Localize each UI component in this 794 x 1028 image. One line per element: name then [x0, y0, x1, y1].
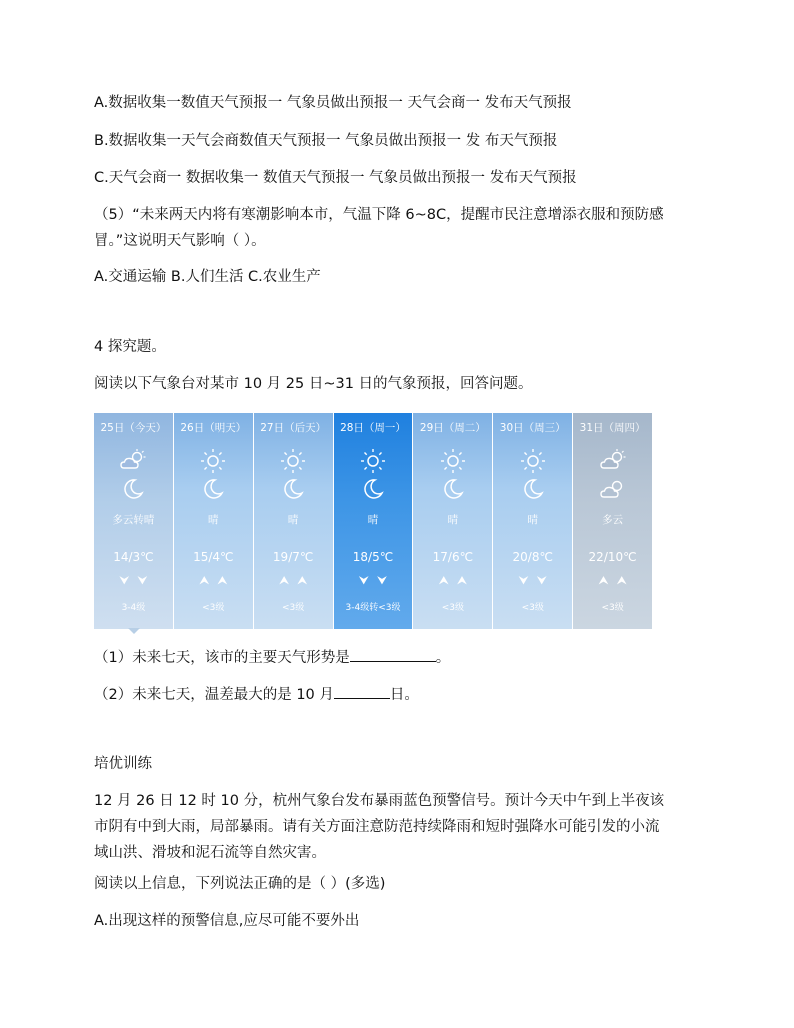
- forecast-condition: 多云转晴: [112, 514, 155, 526]
- training-question: 阅读以上信息，下列说法正确的是（ ）(多选): [94, 876, 386, 892]
- wind-level: <3级: [282, 603, 305, 613]
- question-5-line-2: 冒。”这说明天气影响（ ）。: [94, 233, 266, 249]
- training-paragraph-line-3: 域山洪、滑坡和泥石流等自然灾害。: [94, 845, 326, 861]
- forecast-condition: 晴: [367, 514, 379, 526]
- sun-icon: [174, 448, 253, 474]
- forecast-date: 28日（周一）: [340, 422, 406, 434]
- forecast-condition: 多云: [602, 514, 624, 526]
- forecast-day[interactable]: [573, 413, 652, 629]
- question-4-1: [94, 645, 450, 670]
- question-5-line-1: （5）“未来两天内将有寒潮影响本市，气温下降 6~8C，提醒市民注意增添衣服和预防感: [94, 207, 664, 223]
- forecast-day[interactable]: [94, 413, 174, 629]
- moon-icon: [94, 477, 173, 503]
- forecast-date: 30日（周三）: [499, 422, 566, 434]
- forecast-temp: 18/5℃: [352, 550, 394, 564]
- forecast-condition: 晴: [287, 514, 299, 526]
- section-4-title: 4 探究题。: [94, 339, 166, 355]
- wind-level: 3-4级转<3级: [345, 603, 401, 613]
- forecast-temp: 20/8℃: [512, 550, 553, 564]
- sun-icon: [254, 448, 333, 474]
- training-paragraph-line-1: 12 月 26 日 12 时 10 分，杭州气象台发布暴雨蓝色预警信号。预计今天中午到上半夜该: [94, 793, 665, 809]
- section-4-intro: 阅读以下气象台对某市 10 月 25 日~31 日的气象预报，回答问题。: [94, 376, 533, 392]
- answer-blank[interactable]: [334, 682, 390, 699]
- forecast-temp: 22/10℃: [588, 550, 637, 564]
- wind-level: <3级: [441, 603, 464, 613]
- wind-direction-icon: ⮟⮟: [119, 573, 156, 587]
- forecast-day[interactable]: [254, 413, 334, 629]
- wind-direction-icon: ⮝⮝: [199, 573, 236, 587]
- forecast-day[interactable]: [493, 413, 573, 629]
- forecast-condition: 晴: [447, 514, 459, 526]
- partly-cloudy-icon: [94, 448, 173, 474]
- forecast-date: 29日（周二）: [419, 422, 486, 434]
- question-4-1-end: 。: [435, 650, 451, 666]
- forecast-date: 27日（后天）: [260, 422, 327, 434]
- wind-level: <3级: [521, 603, 544, 613]
- forecast-day-selected[interactable]: [334, 413, 414, 629]
- q5-prev-option-c: C.天气会商一 数据收集一 数值天气预报一 气象员做出预报一 发布天气预报: [94, 170, 577, 186]
- wind-direction-icon: ⮝⮝: [278, 573, 316, 587]
- moon-icon: [334, 477, 413, 503]
- training-paragraph: [94, 788, 704, 866]
- question-4-2-text: （2）未来七天，温差最大的是 10 月: [94, 687, 334, 703]
- question-5: [94, 202, 704, 254]
- wind-level: 3-4级: [121, 603, 146, 613]
- partly-cloudy-icon: [573, 448, 652, 474]
- forecast-date: 25日（今天）: [100, 422, 167, 434]
- training-paragraph-line-2: 市阴有中到大雨，局部暴雨。请有关方面注意防范持续降雨和短时强降水可能引发的小流: [94, 819, 660, 835]
- answer-blank[interactable]: [350, 645, 436, 662]
- wind-direction-icon: ⮝⮝: [438, 573, 476, 587]
- moon-icon: [174, 477, 253, 503]
- forecast-condition: 晴: [208, 514, 219, 526]
- wind-direction-icon: ⮝⮝: [598, 573, 635, 587]
- moon-icon: [413, 477, 492, 503]
- wind-direction-icon: ⮟⮟: [358, 573, 396, 587]
- forecast-temp: 15/4℃: [193, 550, 234, 564]
- forecast-widget: [94, 413, 652, 629]
- forecast-date: 31日（周四）: [579, 422, 646, 434]
- forecast-temp: 17/6℃: [432, 550, 474, 564]
- training-option-a: A.出现这样的预警信息,应尽可能不要外出: [94, 913, 360, 929]
- forecast-condition: 晴: [527, 514, 538, 526]
- question-4-2-end: 日。: [389, 687, 419, 703]
- sun-icon: [413, 448, 492, 474]
- forecast-temp: 19/7℃: [272, 550, 314, 564]
- question-5-options: A.交通运输 B.人们生活 C.农业生产: [94, 269, 321, 285]
- forecast-day[interactable]: [174, 413, 254, 629]
- sun-icon: [334, 448, 413, 474]
- forecast-day[interactable]: [413, 413, 493, 629]
- moon-icon: [254, 477, 333, 503]
- question-4-2: [94, 682, 419, 707]
- cloudy-night-icon: [573, 477, 652, 503]
- selection-pointer: [128, 628, 140, 634]
- moon-icon: [493, 477, 572, 503]
- forecast-date: 26日（明天）: [180, 422, 247, 434]
- sun-icon: [493, 448, 572, 474]
- forecast-temp: 14/3℃: [113, 550, 154, 564]
- wind-level: <3级: [202, 603, 225, 613]
- wind-direction-icon: ⮟⮟: [518, 573, 555, 587]
- wind-level: <3级: [601, 603, 624, 613]
- q5-prev-option-b: B.数据收集一天气会商数值天气预报一 气象员做出预报一 发 布天气预报: [94, 133, 558, 149]
- training-title: 培优训练: [94, 756, 152, 772]
- q5-prev-option-a: A.数据收集一数值天气预报一 气象员做出预报一 天气会商一 发布天气预报: [94, 95, 572, 111]
- question-4-1-text: （1）未来七天，该市的主要天气形势是: [94, 650, 350, 666]
